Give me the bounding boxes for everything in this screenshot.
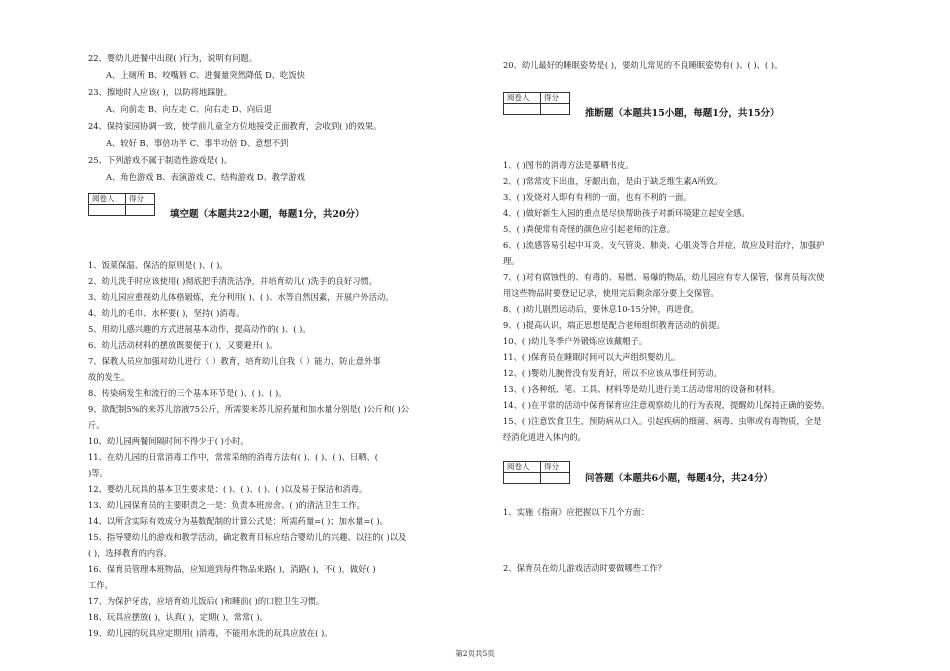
fill-line: 工作。: [88, 580, 113, 590]
fill-line: 17、为保护牙齿，应培育幼儿饭后( )和睡前( )的口腔卫生习惯。: [88, 596, 325, 606]
fill-line: 8、传染病发生和流行的三个基本环节是( )、( )、( )。: [88, 388, 287, 398]
fill-line: 11、在幼儿园的日常消毒工作中，常常采纳的消毒方法有( )、( )、( )、日晒、(: [88, 452, 379, 462]
reviewer-cell: [504, 473, 541, 484]
judge-line: 理。: [503, 256, 520, 266]
judge-section-title: 推断题（本题共15小题，每题1分，共15分）: [585, 108, 780, 119]
reviewer-label: 阅卷人: [89, 194, 126, 205]
fill-line: 3、幼儿园应重视幼儿体格锻炼，充分利用( )、( )、水等自然因素，开展户外活动。: [88, 292, 394, 302]
fill-line: 1、饭菜保温、保洁的原则是( )、( )。: [88, 260, 228, 270]
score-label: 得分: [541, 93, 570, 104]
judge-line: 7、( )对有腐蚀性的、有毒的、易燃、易爆的物品，幼儿园应有专人保管，保育员每次使: [503, 272, 825, 282]
judge-line: 6、( )流感答易引起中耳炎、支气管炎、肺炎、心肌炎等合并症，故应及时治疗，加强护: [503, 240, 825, 250]
score-box: [503, 92, 570, 115]
judge-line: 3、( )发烧对人即有有利的一面，也有不利的一面。: [503, 192, 692, 202]
score-cell: [541, 473, 570, 484]
judge-line: 15、( )注意饮食卫生，预防病从口入。引起疾病的细菌、病毒、虫卵或有毒物质，全是: [503, 416, 822, 426]
fill-line: 7、保教人员应加强对幼儿进行（ ）教育，培育幼儿自我（ ）能力，防止意外事: [88, 356, 381, 366]
options-line: A、向前走 B、向左走 C、向右走 D、向后退: [106, 104, 272, 114]
fill-line: 4、幼儿的毛巾、水杯要( )，坚持( )消毒。: [88, 308, 245, 318]
judge-line: 13、( )各种纸、笔、工具、材料等是幼儿进行美工活动常用的设备和材料。: [503, 384, 780, 394]
fill-line: 16、保育员管理本班物品，应知道到每件物品来路( )，消路( )，不( )，做好( ): [88, 564, 376, 574]
score-box: [88, 193, 155, 216]
fill-line: )等。: [88, 468, 108, 478]
score-label: 得分: [541, 462, 570, 473]
options-line: A、上厕所 B、咬嘴唇 C、进餐量突然降低 D、吃饭快: [106, 70, 305, 80]
fill-line: 13、幼儿园保育员的主要职责之一是：负责本班房舍、( )的清洁卫生工作。: [88, 500, 365, 510]
fill-section-title: 填空题（本题共22小题，每题1分，共20分）: [170, 209, 365, 220]
fill-line: 6、幼儿活动材料的摆放既要便于( )，又要避开( )。: [88, 340, 278, 350]
question-line: 23、擦地时人应该( )，以防将地踩脏。: [88, 87, 233, 97]
fill-line: 5、用幼儿感兴趣的方式进展基本动作，提高动作的( )、( )。: [88, 324, 311, 334]
fill-line: 10、幼儿园两餐间隔时间不得少于( )小时。: [88, 436, 249, 446]
reviewer-label: 阅卷人: [504, 93, 541, 104]
question-line: 20、幼儿最好的睡眠姿势是( )，要幼儿常见的不良睡眠姿势有( )、( )、( )。: [503, 60, 783, 70]
fill-line: 14、以所含实际有效成分为基数配制的计算公式是：所需药量=( )；加水量=( )。: [88, 516, 388, 526]
judge-line: 用这些物品时要登记记录，使用完后剩余部分要上交保管。: [503, 288, 719, 298]
judge-line: 4、( )做好新生入园的重点是尽快帮助孩子对新环境建立起安全感。: [503, 208, 750, 218]
score-cell: [126, 205, 155, 216]
judge-line: 11、( )保育员在睡眠时间可以大声组织婴幼儿。: [503, 352, 681, 362]
judge-line: 8、( )幼儿剧烈运动后，要休息10-15分钟，再进食。: [503, 304, 699, 314]
judge-line: 经消化道进入体内的。: [503, 432, 586, 442]
reviewer-label: 阅卷人: [504, 462, 541, 473]
reviewer-cell: [89, 205, 126, 216]
score-label: 得分: [126, 194, 155, 205]
fill-line: 故的发生。: [88, 372, 130, 382]
fill-line: 12、婴幼儿玩具的基本卫生要求是：( )、( )、( )、( )以及易于保洁和消毒。: [88, 484, 368, 494]
qa-section-title: 问答题（本题共6小题，每题4分，共24分）: [585, 473, 773, 484]
options-line: A、较好 B、事倍功半 C、事半功倍 D、意想不到: [106, 138, 289, 148]
question-line: 25、下列游戏不属于制造性游戏是( )。: [88, 155, 233, 165]
reviewer-cell: [504, 104, 541, 115]
fill-line: 18、玩具应摆放( )，认真( )，定期( )，常常( )。: [88, 612, 268, 622]
judge-line: 10、( )幼儿冬季户外锻炼应该戴帽子。: [503, 336, 648, 346]
fill-line: ( )，选择教育的内容。: [88, 548, 172, 558]
score-cell: [541, 104, 570, 115]
judge-line: 9、( )提高认识，端正思想是配合老师组织教育活动的前提。: [503, 320, 725, 330]
score-box: [503, 461, 570, 484]
judge-line: 12、( )婴幼儿腕骨没有发育好，所以不应该从事任何劳动。: [503, 368, 722, 378]
fill-line: 2、幼儿洗手时应该使用( )彻底把手清洗洁净，并培育幼儿( )洗手的良好习惯。: [88, 276, 378, 286]
question-line: 24、保持家园协调一致，使学前儿童全方位地接受正面教育，会收到( )的效果。: [88, 121, 382, 131]
qa-line: 2、保育员在幼儿游戏活动时要做哪些工作？: [503, 563, 666, 573]
qa-line: 1、实施《指南》应把握以下几个方面：: [503, 507, 650, 517]
fill-line: 15、指导婴幼儿的游戏和教学活动，确定教育目标应结合婴幼儿的兴趣、以往的( )以及: [88, 532, 407, 542]
judge-line: 14、( )在平常的活动中保育保育应注意观察幼儿的行为表现，提醒幼儿保持正确的姿势。: [503, 400, 830, 410]
judge-line: 5、( )粪便常有奇怪的颜色应引起老师的注意。: [503, 224, 676, 234]
question-line: 22、婴幼儿进餐中出现( )行为，说明有问题。: [88, 53, 258, 63]
fill-line: 9、欲配制5%的来苏儿溶液75公斤，所需要来苏儿原药量和加水量分别是( )公斤和( )公: [88, 404, 410, 414]
judge-line: 1、( )图书的消毒方法是暴晒书皮。: [503, 160, 634, 170]
fill-line: 19、幼儿园的玩具应定期用( )消毒，不能用水洗的玩具应放在( )。: [88, 628, 333, 638]
options-line: A、角色游戏 B、表演游戏 C、结构游戏 D、教学游戏: [106, 172, 305, 182]
judge-line: 2、( )常常皮下出血，牙龈出血，是由于缺乏维生素A所致。: [503, 176, 723, 186]
fill-line: 斤。: [88, 420, 105, 430]
page-footer: 第2页共5页: [455, 649, 495, 658]
